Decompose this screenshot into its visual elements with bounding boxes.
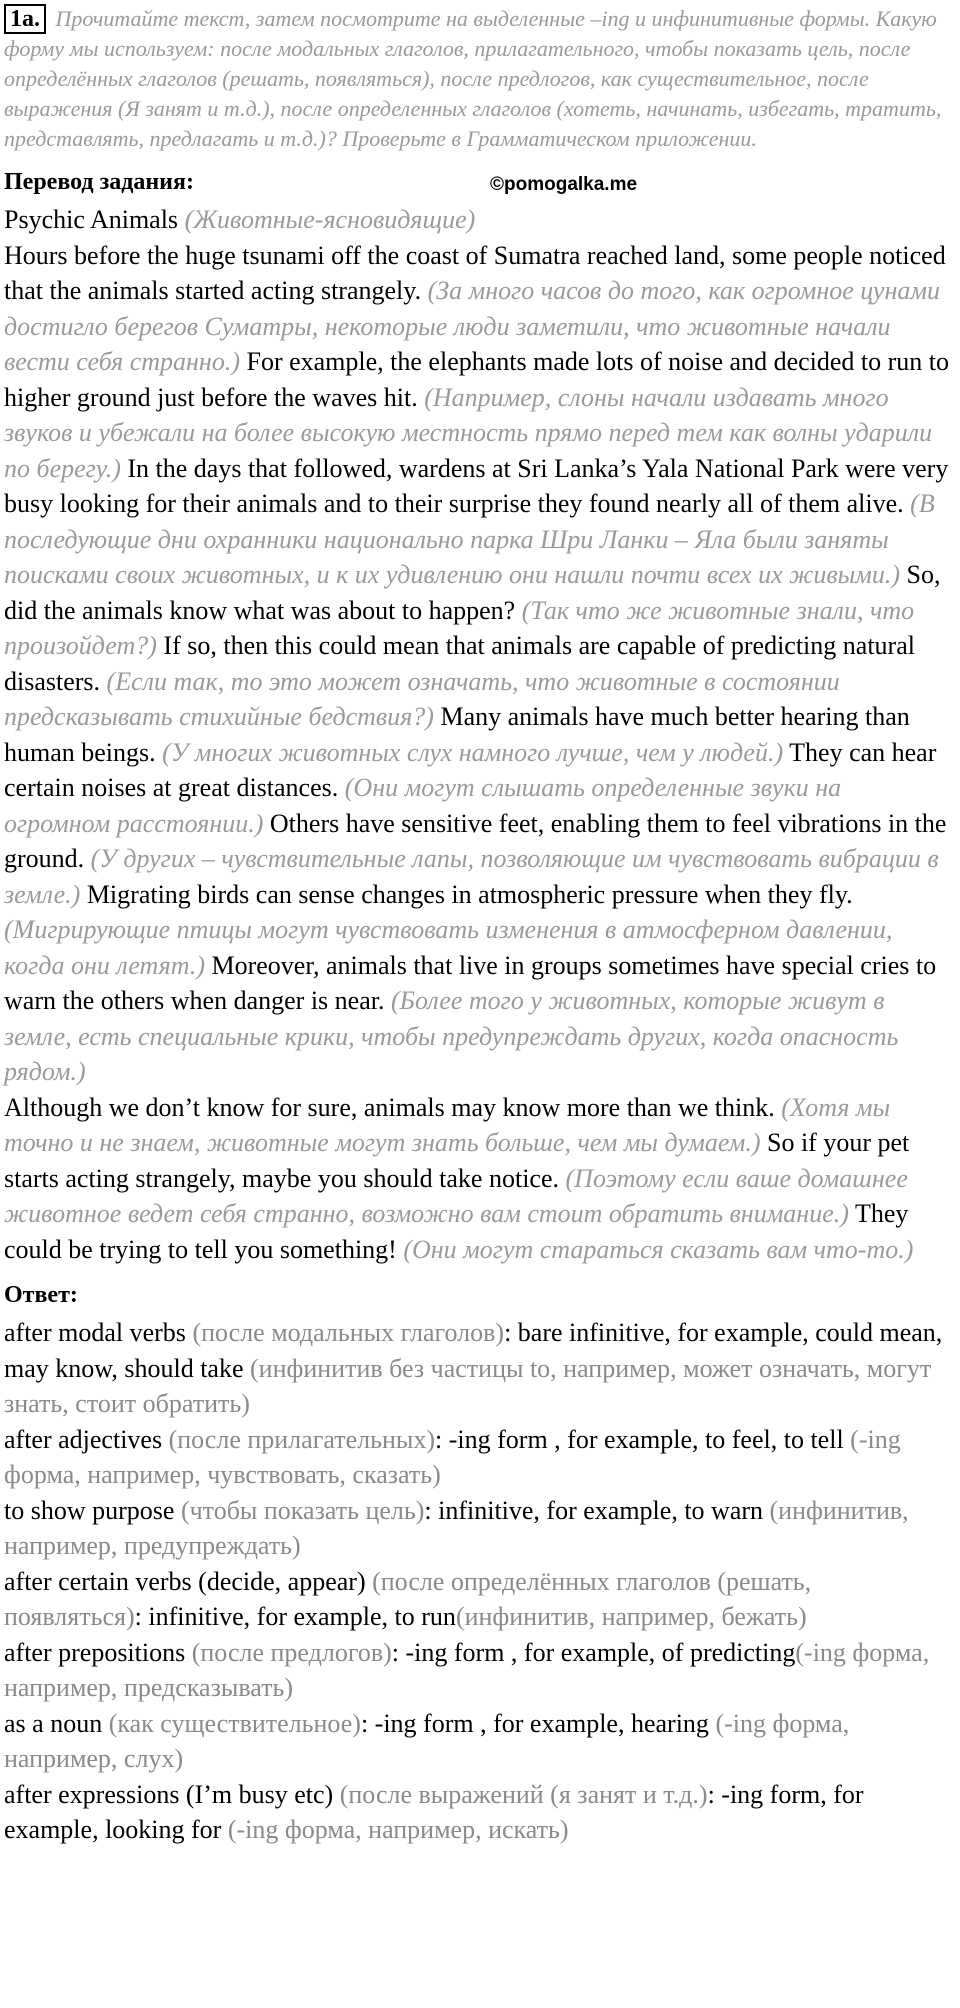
sentence-ru: (Если так, то это может означать, что животные в состоянии предсказывать стихийные бедствия?) <box>4 666 840 731</box>
sentence-ru: (Хотя мы точно и не знаем, животные могут знать больше, чем мы думаем.) <box>4 1092 891 1157</box>
answer-rule: after modal verbs <box>4 1318 186 1347</box>
answer-form-ru: (-ing форма, например, слух) <box>4 1708 850 1773</box>
answer-rule: after adjectives <box>4 1424 163 1454</box>
answer-item <box>4 1635 952 1706</box>
sentence-ru: (Поэтому если ваше домашнее животное ведет себя странно, возможно вам стоит обратить внимание.) <box>4 1163 908 1228</box>
watermark: ©pomogalka.me <box>490 174 638 195</box>
answer-rule-ru: (после модальных глаголов) <box>192 1318 505 1347</box>
answer-rule-ru: (после предлогов) <box>191 1637 392 1667</box>
answer-heading: Ответ: <box>4 1282 78 1308</box>
sentence-ru: (Они могут стараться сказать вам что-то.) <box>403 1234 914 1264</box>
translation-heading: Перевод задания: <box>4 169 194 195</box>
story-title-translation: (Животные-ясновидящие) <box>184 205 476 234</box>
answer-form-ru: (инфинитив без частицы to, например, может означать, могут знать, стоит обратить) <box>4 1353 932 1418</box>
answer-form-ru: (инфинитив, например, предупреждать) <box>4 1495 909 1560</box>
sentence-ru: (В последующие дни охранники национально парка Шри Ланки – Яла были заняты поисками своих животных, и к их удивлению они нашли почти всех их живыми.) <box>4 489 935 589</box>
answer-rule: after prepositions <box>4 1637 186 1667</box>
sentence-en: In the days that followed, wardens at Sri Lanka’s Yala National Park were very busy looking for their animals and to their surprise they found nearly all of them alive. <box>4 453 949 518</box>
answer-form: : -ing form , for example, hearing <box>360 1708 709 1738</box>
story-title: Psychic Animals <box>4 205 179 234</box>
answer-rule-ru: (чтобы показать цель) <box>180 1495 425 1525</box>
answer-form: : -ing form, for example, looking for <box>4 1779 864 1844</box>
answer-item <box>4 1706 952 1777</box>
answer-form: : bare infinitive, for example, could mean, may know, should take <box>4 1318 943 1383</box>
task-text: Прочитайте текст, затем посмотрите на выделенные –ing и инфинитивные формы. Какую форму мы используем: после модальных глаголов, прилагательного, чтобы показать цель, после определённых глаголов (решать, появляться), после предлогов, как существительное, после выражения (Я занят и т.д.), после определенных глаголов (хотеть, начинать, избегать, тратить, представлять, предлагать и т.д.)? Проверьте в Грамматическом приложении. <box>4 6 942 151</box>
answer-form: : -ing form , for example, of predicting <box>391 1637 796 1667</box>
sentence-en: Although we don’t know for sure, animals may know more than we think. <box>4 1092 775 1122</box>
answer-rule: after expressions (I’m busy etc) <box>4 1779 334 1809</box>
sentence-en: If so, then this could mean that animals are capable of predicting natural disasters. <box>4 631 915 696</box>
answer-rule-ru: (после определённых глаголов (решать, появляться) <box>4 1566 812 1631</box>
answer-rule-ru: (после выражений (я занят и т.д.) <box>339 1779 708 1809</box>
sentence-ru: (Мигрирующие птицы могут чувствовать изменения в атмосферном давлении, когда они летят.) <box>4 915 893 980</box>
answer-rule: as a noun <box>4 1708 103 1738</box>
sentence-ru: (Более того у животных, которые живут в земле, есть специальные крики, чтобы предупреждать других, когда опасность рядом.) <box>4 986 899 1086</box>
answer-rule: to show purpose <box>4 1495 175 1525</box>
sentence-ru: (Так что же животные знали, что произойдет?) <box>4 595 915 660</box>
answer-form-ru: (инфинитив, например, бежать) <box>455 1602 807 1631</box>
sentence-en: For example, the elephants made lots of noise and decided to run to higher ground just before the waves hit. <box>4 347 950 412</box>
answer-item <box>4 1315 952 1422</box>
story-paragraph-2 <box>4 1090 952 1268</box>
answer-form: : infinitive, for example, to run <box>134 1602 456 1631</box>
story-paragraph-1 <box>4 238 952 1090</box>
sentence-en: They can hear certain noises at great distances. <box>4 737 937 802</box>
answer-item <box>4 1777 952 1848</box>
sentence-ru: (У других – чувствительные лапы, позволяющие им чувствовать вибрации в земле.) <box>4 844 939 909</box>
sentence-en: So if your pet starts acting strangely, maybe you should take notice. <box>4 1128 910 1193</box>
sentence-en: Hours before the huge tsunami off the coast of Sumatra reached land, some people noticed that the animals started acting strangely. <box>4 240 946 305</box>
sentence-ru: (За много часов до того, как огромное цунами достигло берегов Суматры, некоторые люди заметили, что животные начали вести себя странно.) <box>4 276 940 376</box>
answer-item <box>4 1564 952 1635</box>
sentence-en: Migrating birds can sense changes in atmospheric pressure when they fly. <box>86 879 853 909</box>
answer-form-ru: (-ing форма, например, чувствовать, сказать) <box>4 1424 901 1489</box>
sentence-ru: (Они могут слышать определенные звуки на огромном расстоянии.) <box>4 773 842 838</box>
answer-form: : infinitive, for example, to warn <box>424 1495 764 1525</box>
answer-item <box>4 1422 952 1493</box>
answer-rule: after certain verbs (decide, appear) <box>4 1566 366 1596</box>
answer-item <box>4 1493 952 1564</box>
sentence-ru: (У многих животных слух намного лучше, чем у людей.) <box>162 737 784 767</box>
answer-rule-ru: (после прилагательных) <box>168 1424 436 1454</box>
answer-form-ru: (-ing форма, например, искать) <box>227 1815 569 1844</box>
sentence-ru: (Например, слоны начали издавать много звуков и убежали на более высокую местность прямо перед тем как волны ударили по берегу.) <box>4 382 933 483</box>
answer-rule-ru: (как существительное) <box>108 1708 361 1738</box>
task-instruction <box>4 4 952 154</box>
sentence-en: They could be trying to tell you something! <box>4 1199 909 1264</box>
sentence-en: Moreover, animals that live in groups sometimes have special cries to warn the others when danger is near. <box>4 950 937 1015</box>
sentence-en: So, did the animals know what was about to happen? <box>4 560 941 625</box>
task-number: 1a. <box>4 4 46 34</box>
sentence-en: Many animals have much better hearing than human beings. <box>4 702 910 767</box>
answer-form-ru: (-ing форма, например, предсказывать) <box>4 1637 930 1702</box>
answer-form: : -ing form , for example, to feel, to tell <box>435 1424 844 1454</box>
story-title-line <box>4 202 952 238</box>
sentence-en: Others have sensitive feet, enabling them to feel vibrations in the ground. <box>4 808 947 873</box>
